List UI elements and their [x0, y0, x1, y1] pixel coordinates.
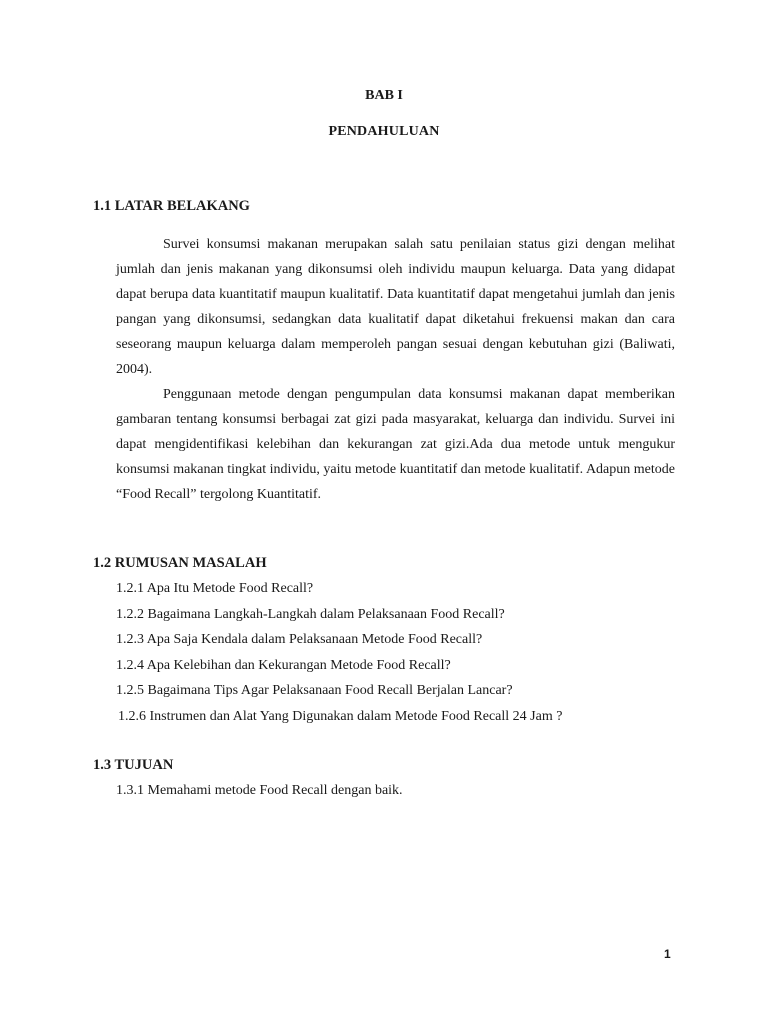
section-heading-objective: 1.3 TUJUAN	[93, 757, 174, 773]
list-item: 1.2.3 Apa Saja Kendala dalam Pelaksanaan Metode Food Recall?	[116, 632, 483, 647]
paragraph: Penggunaan metode dengan pengumpulan data konsumsi makanan dapat memberikan gambaran tentang konsumsi berbagai zat gizi pada masyarakat, keluarga dan individu. Survei ini dapat mengidentifikasi kelebihan dan kekurangan zat gizi.Ada dua metode untuk mengukur konsumsi makanan tingkat individu, yaitu metode kuantitatif dan metode kualitatif. Adapun metode “Food Recall” tergolong Kuantitatif.	[116, 387, 675, 502]
paragraph: Survei konsumsi makanan merupakan salah satu penilaian status gizi dengan melihat jumlah dan jenis makanan yang dikonsumsi oleh individu maupun keluarga. Data yang didapat dapat berupa data kuantitatif maupun kualitatif. Data kuantitatif dapat mengetahui jumlah dan jenis pangan yang dikonsumsi, sedangkan data kualitatif dapat diketahui frekuensi makan dan cara seseorang maupun keluarga dalam memperoleh pangan sesuai dengan kebutuhan gizi (Baliwati, 2004).	[116, 237, 675, 377]
objective-list	[116, 778, 403, 804]
list-item: 1.2.1 Apa Itu Metode Food Recall?	[116, 581, 314, 596]
section-heading-problem: 1.2 RUMUSAN MASALAH	[93, 555, 267, 571]
chapter-number: BAB I	[365, 88, 403, 103]
page-number: 1	[664, 947, 671, 961]
list-item: 1.2.5 Bagaimana Tips Agar Pelaksanaan Food Recall Berjalan Lancar?	[116, 683, 513, 698]
list-item: 1.2.6 Instrumen dan Alat Yang Digunakan dalam Metode Food Recall 24 Jam ?	[118, 708, 563, 724]
list-item: 1.2.2 Bagaimana Langkah-Langkah dalam Pelaksanaan Food Recall?	[116, 606, 505, 622]
chapter-title: PENDAHULUAN	[328, 124, 440, 139]
list-item: 1.2.4 Apa Kelebihan dan Kekurangan Metode Food Recall?	[116, 657, 451, 673]
list-item: 1.3.1 Memahami metode Food Recall dengan baik.	[116, 783, 403, 798]
section-heading-background: 1.1 LATAR BELAKANG	[93, 198, 250, 214]
problem-list	[116, 576, 562, 729]
